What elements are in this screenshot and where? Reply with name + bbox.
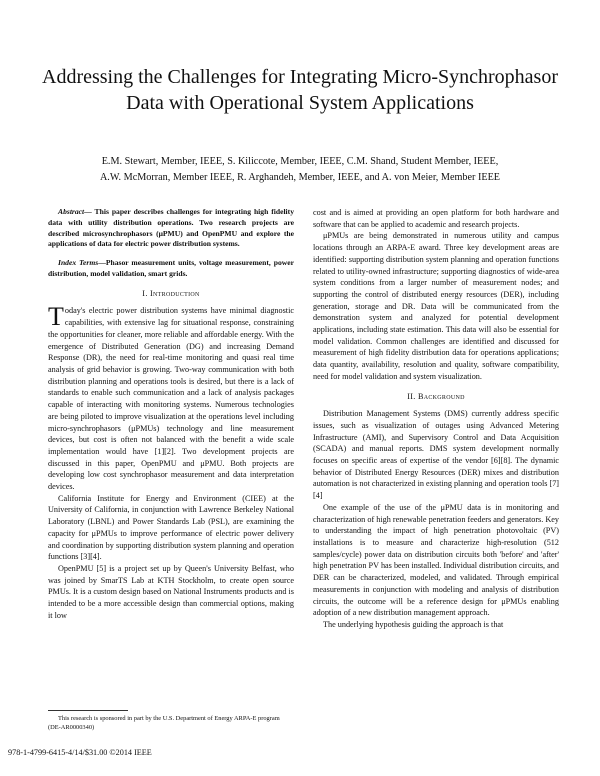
intro-paragraph-1-text: oday's electric power distribution systems have minimal diagnostic capabilities, with extensive lag for situational response, constraining the opportunities for cleaner, more reliable and affordable energy. With the emergence of Distributed Generation (DG) and increasing Demand Response (DR), the need for real-time monitoring and quasi real time analysis of grid behavior is growing. Two-way communication with both distribution planning and operations tools is desired, but there is a lack of standards to enable such communication and a lack of analysis packages capable of interacting with monitoring systems. Numerous technologies are being piloted to improve visualization at the operations level including micro-synchrophasors (μPMUs) technology and line measurement devices, but cost is often not balanced with the benefit a wide scale implementation would have [1][2]. Two development projects are discussed in this paper, OpenPMU and μPMU. Both projects are developing low cost synchrophasor measurement and data interpretation devices.	[48, 306, 294, 492]
index-terms	[48, 258, 294, 280]
footnote: This research is sponsored in part by the U.S. Department of Energy ARPA-E program (DE-AR0000340)	[48, 715, 280, 731]
footnote-rule	[48, 710, 128, 711]
abstract-lead: Abstract	[58, 207, 85, 216]
author-line-2: A.W. McMorran, Member IEEE, R. Arghandeh, Member, IEEE, and A. von Meier, Member IEEE	[99, 172, 501, 183]
section-heading-background: II. Background	[407, 391, 465, 401]
paper-title: Addressing the Challenges for Integrating Micro-Synchrophasor Data with Operational System Applications	[42, 66, 558, 114]
left-column	[48, 207, 294, 621]
intro-paragraph-1	[48, 302, 294, 492]
section-heading-introduction: I. Introduction	[142, 288, 200, 298]
intro-paragraph-2: California Institute for Energy and Environment (CIEE) at the University of California, in conjunction with Lawrence Berkeley National Laboratory (LBNL) and Power Standards Lab (PSL), are examining the capacity for μPMUs to improve performance of electric power delivery and coordination by supporting distribution system planning and operation functions [3][4].	[48, 493, 294, 562]
abstract-text: — This paper describes challenges for integrating high fidelity data with utility distribution operations. Two research projects are described microsynchrophasors (μPMU) and OpenPMU and explore the applications of data for electric power distribution systems.	[48, 207, 294, 249]
right-column	[313, 207, 559, 631]
right-paragraph-1: cost and is aimed at providing an open platform for both hardware and software that can be applied to academic and research projects.	[313, 208, 559, 229]
abstract	[48, 207, 294, 250]
index-terms-lead: Index Terms	[58, 258, 99, 268]
background-paragraph-1: Distribution Management Systems (DMS) currently address specific issues, such as visualization of outages using Advanced Metering Infrastructure (AMI), and Supervisory Control and Data Acquisition (SCADA) and manual reports. DMS system development normally focuses on specific areas of expertise of the vendor [6][8]. The dynamic behavior of Distributed Energy Resources (DER) mixes and distribution automation is not characterized in existing planning and operation tools [7][4]	[313, 409, 560, 501]
author-line-1: E.M. Stewart, Member, IEEE, S. Kiliccote, Member, IEEE, C.M. Shand, Student Member, IEEE,	[101, 156, 499, 167]
background-paragraph-2: One example of the use of the μPMU data is in monitoring and characterization of high renewable penetration feeders and generators. Key to understanding the impact of high penetration photovoltaic (PV) installations is to measure and characterize high-resolution (512 samples/cycle) power data on distribution circuits both 'before' and 'after' high penetration PV has been installed. Individual distribution circuits, and DER can be characterized, modeled, and validated. Through empirical measurements in conjunction with modeling and analysis of distribution circuits, the outcome will be a reference design for μPMUs enabling adoption of a new distribution management approach.	[313, 502, 559, 618]
author-list	[30, 154, 570, 186]
background-paragraph-3: The underlying hypothesis guiding the approach is that	[323, 619, 504, 629]
drop-cap: T	[48, 302, 64, 332]
copyright-footer: 978-1-4799-6415-4/14/$31.00 ©2014 IEEE	[8, 748, 152, 757]
right-paragraph-2: μPMUs are being demonstrated in numerous utility and campus locations through an ARPA-E award. Three key development areas are identified: supporting distribution system planning and operation functions related to utility-owned infrastructure; supporting diagnostics of wide-area system conditions from a larger number of measurement nodes; and supporting the control of distributed energy resources (DER), including generation, storage and DR. Data will be communicated from the demonstration system and analyzed for potential development applications, including state estimation. This data will also be essential for model validation. Common challenges are identified and discussed for measurement of high fidelity distribution data for operations applications; data quantity, availability, resolution and quality, software compatibility, need for model validation and system visualization.	[313, 231, 559, 381]
intro-paragraph-3: OpenPMU [5] is a project set up by Queen's University Belfast, who was joined by SmarTS Lab at KTH Stockholm, to create open source PMUs. It is a custom design based on National Instruments products and is intended to be a more accessible design than commercial options, making it low	[48, 563, 294, 620]
index-terms-text: —Phasor measurement units, voltage measurement, power distribution, model validation, smart grids.	[48, 258, 294, 278]
